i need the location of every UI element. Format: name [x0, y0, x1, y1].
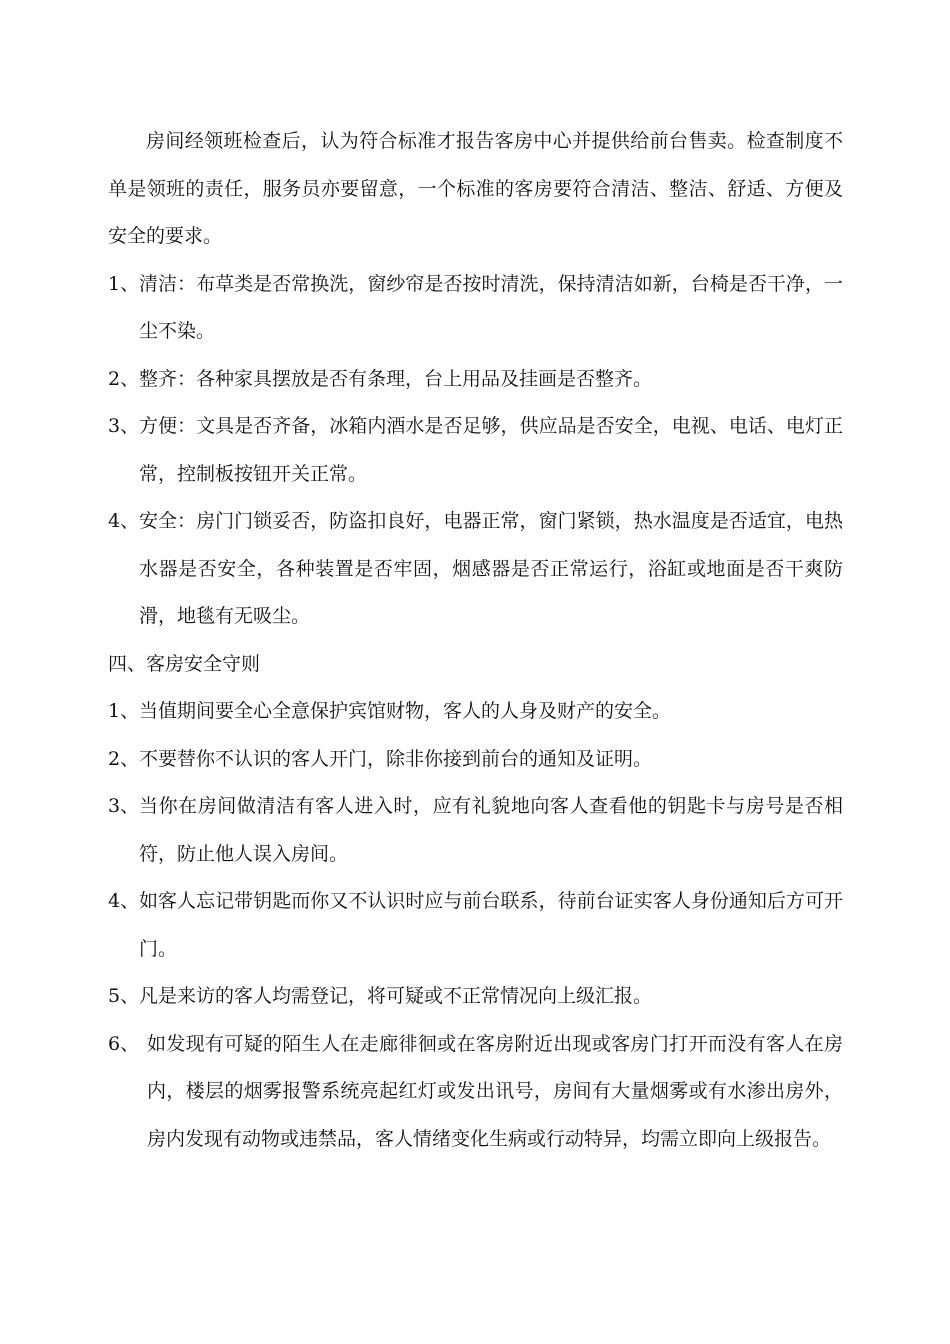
item-number: 1、	[108, 272, 140, 295]
item-text: 清洁：布草类是否常换洗，窗纱帘是否按时清洗，保持清洁如新，台椅是否干净，一尘不染。	[139, 272, 843, 342]
item-text: 如发现有可疑的陌生人在走廊徘徊或在客房附近出现或客房门打开而没有客人在房内，楼层的烟雾报警系统亮起红灯或发出讯号，房间有大量烟雾或有水渗出房外，房内发现有动物或违禁品，客人情绪变化生病或行动特异，均需立即向上级报告。	[147, 1032, 843, 1150]
item-number: 3、	[108, 795, 140, 817]
list-item	[108, 878, 843, 973]
item-number: 5、	[108, 985, 140, 1007]
item-text: 不要替你不认识的客人开门，除非你接到前台的通知及证明。	[139, 747, 653, 770]
item-text: 如客人忘记带钥匙而你又不认识时应与前台联系，待前台证实客人身份通知后方可开门。	[139, 890, 843, 960]
room-standards-list	[108, 261, 843, 641]
list-item	[108, 261, 843, 356]
list-item	[108, 783, 843, 878]
list-item	[108, 736, 843, 784]
item-text: 整齐：各种家具摆放是否有条理，台上用品及挂画是否整齐。	[139, 367, 653, 390]
item-number: 3、	[108, 415, 140, 437]
list-item	[108, 688, 843, 736]
item-number: 4、	[108, 890, 140, 912]
item-text: 当你在房间做清洁有客人进入时，应有礼貌地向客人查看他的钥匙卡与房号是否相符，防止他人误入房间。	[139, 795, 843, 865]
section-heading: 四、客房安全守则	[108, 652, 261, 675]
list-item	[108, 356, 843, 404]
item-number: 2、	[108, 367, 140, 390]
item-text: 方便：文具是否齐备，冰箱内酒水是否足够，供应品是否安全，电视、电话、电灯正常，控制板按钮开关正常。	[139, 415, 843, 485]
list-item	[108, 498, 843, 641]
item-text: 安全：房门门锁妥否，防盗扣良好，电器正常，窗门紧锁，热水温度是否适宜，电热水器是否安全，各种装置是否牢固，烟感器是否正常运行，浴缸或地面是否干爽防滑，地毯有无吸尘。	[139, 510, 843, 627]
item-number: 6、	[108, 1032, 140, 1055]
item-number: 2、	[108, 747, 140, 770]
item-number: 1、	[108, 700, 140, 722]
item-text: 凡是来访的客人均需登记，将可疑或不正常情况向上级汇报。	[139, 985, 653, 1007]
list-item	[108, 403, 843, 498]
safety-rules-list	[108, 688, 843, 1163]
list-item	[108, 973, 843, 1021]
item-text: 当值期间要全心全意保护宾馆财物，客人的人身及财产的安全。	[139, 700, 672, 722]
document-page	[108, 118, 843, 1163]
item-number: 4、	[108, 510, 140, 532]
intro-paragraph: 房间经领班检查后，认为符合标准才报告客房中心并提供给前台售卖。检查制度不单是领班的责任，服务员亦要留意，一个标准的客房要符合清洁、整洁、舒适、方便及安全的要求。	[108, 130, 843, 247]
list-item	[108, 1021, 843, 1164]
